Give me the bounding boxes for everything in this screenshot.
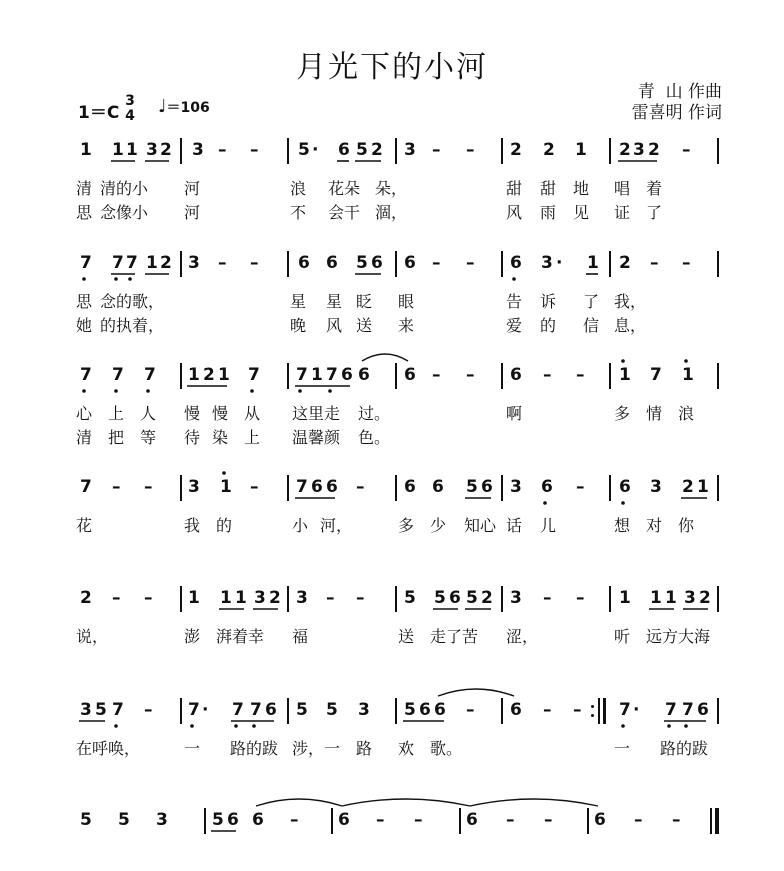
note: – [112, 588, 121, 608]
note: 3 [156, 810, 168, 830]
tie [342, 799, 470, 806]
note: 6 [449, 588, 461, 608]
note: 6 [481, 477, 493, 497]
low-octave-dot [667, 724, 671, 728]
lyric: 送 [398, 627, 415, 646]
note: 5 [466, 588, 478, 608]
lyric: 的 [540, 316, 557, 335]
note: – [218, 253, 227, 273]
song-title: 月光下的小河 [296, 50, 488, 85]
note: – [573, 700, 582, 720]
note: 6 [404, 477, 416, 497]
note: – [576, 477, 585, 497]
lyric: 清的小 [100, 179, 149, 198]
lyric: 路 [356, 739, 373, 758]
lyric: 路的跋 [660, 739, 709, 758]
note: 6 [510, 700, 522, 720]
lyric: 涩， [506, 627, 539, 646]
lyric: 浪 [678, 404, 695, 423]
low-octave-dot [82, 389, 86, 393]
lyric: 甜 [506, 179, 523, 198]
lyric: 等 [140, 428, 157, 447]
low-octave-dot [114, 389, 118, 393]
lyric: 多 [614, 404, 631, 423]
note: 2 [699, 588, 711, 608]
note: 1 [311, 365, 323, 385]
note: 6 [326, 477, 338, 497]
lyric: 色。 [358, 428, 391, 447]
note: 7 [80, 477, 92, 497]
note: 3 [541, 253, 553, 273]
lyric: 想 [614, 516, 631, 535]
note: 3 [650, 477, 662, 497]
note: – [376, 810, 385, 830]
lyric: 风 [326, 316, 343, 335]
note: 3 [80, 700, 92, 720]
note: 5 [212, 810, 224, 830]
note: 2 [160, 253, 172, 273]
note: 5 [118, 810, 130, 830]
note: – [466, 700, 475, 720]
note: 1 [188, 588, 200, 608]
note: – [144, 700, 153, 720]
note: – [543, 588, 552, 608]
low-octave-dot [512, 277, 516, 281]
note: 1 [665, 588, 677, 608]
note: 2 [269, 588, 281, 608]
note: – [466, 253, 475, 273]
note: · [202, 700, 209, 720]
tie [470, 799, 598, 806]
note: 7 [112, 700, 124, 720]
lyric: 听 [614, 627, 631, 646]
note: 1 [188, 365, 200, 385]
note: 6 [404, 253, 416, 273]
note: 1 [650, 588, 662, 608]
note: 1 [587, 253, 599, 273]
note: 7 [619, 700, 631, 720]
note: 6 [510, 365, 522, 385]
low-octave-dot [543, 501, 547, 505]
lyric: 眨 [356, 292, 373, 311]
tie [362, 354, 408, 361]
lyric: 河 [184, 203, 201, 222]
note: – [506, 810, 515, 830]
quarter-note-icon: ♩ [158, 96, 167, 117]
note: 2 [619, 140, 631, 160]
note: 5 [356, 253, 368, 273]
note: · [312, 140, 319, 160]
note: – [466, 365, 475, 385]
note: 5 [326, 700, 338, 720]
note: – [682, 253, 691, 273]
note: 1 [126, 140, 138, 160]
lyric: 这里走 [292, 404, 341, 423]
note: 7 [250, 700, 262, 720]
lyric: 地 [573, 179, 590, 198]
note: 1 [235, 588, 247, 608]
note: 3 [146, 140, 158, 160]
note: 7 [112, 253, 124, 273]
lyric: 少 [430, 516, 447, 535]
note: 6 [371, 253, 383, 273]
note: 5 [466, 477, 478, 497]
note: 7 [650, 365, 662, 385]
note: 6 [227, 810, 239, 830]
key-signature: 1＝C [78, 103, 120, 123]
tie [256, 799, 342, 806]
lyric: 一 [614, 739, 631, 758]
note: 1 [575, 140, 587, 160]
note: 7 [296, 477, 308, 497]
note: 2 [203, 365, 215, 385]
note: 2 [510, 140, 522, 160]
note: 5 [404, 700, 416, 720]
note: 7 [296, 365, 308, 385]
note: 1 [619, 588, 631, 608]
note: 6 [697, 700, 709, 720]
note: 6 [419, 700, 431, 720]
note: – [218, 140, 227, 160]
lyric: 爱 [506, 316, 523, 335]
low-octave-dot [114, 277, 118, 281]
lyric: 她 [76, 316, 93, 335]
lyric: 河 [184, 179, 201, 198]
lyric: 对 [646, 516, 663, 535]
note: 3 [510, 588, 522, 608]
tie [438, 689, 514, 696]
lyric: 知心 [464, 516, 497, 535]
note: 3 [684, 588, 696, 608]
note: 6 [358, 365, 370, 385]
note: 6 [338, 140, 350, 160]
lyric: 儿 [540, 516, 557, 535]
note: 1 [619, 365, 631, 385]
lyric: 温馨颜 [292, 428, 341, 447]
note: 6 [298, 253, 310, 273]
lyric: 歌。 [430, 739, 463, 758]
lyric: 清 [76, 179, 93, 198]
low-octave-dot [114, 724, 118, 728]
note: 6 [338, 810, 350, 830]
note: – [432, 365, 441, 385]
high-octave-dot [621, 359, 625, 363]
lyric: 告 [506, 292, 523, 311]
note: 6 [510, 253, 522, 273]
note: 7 [682, 700, 694, 720]
note: 2 [80, 588, 92, 608]
lyric: 唱 [614, 179, 631, 198]
note: – [576, 365, 585, 385]
note: 6 [466, 810, 478, 830]
note: – [576, 588, 585, 608]
lyric: 思 [76, 292, 93, 311]
note: 6 [619, 477, 631, 497]
note: 5 [356, 140, 368, 160]
lyric: 涉， [292, 739, 325, 758]
lyric: 诉 [540, 292, 557, 311]
note: 1 [220, 588, 232, 608]
lyric: 河， [320, 516, 353, 535]
note: 5 [298, 140, 310, 160]
note: 1 [80, 140, 92, 160]
note: 6 [432, 477, 444, 497]
lyric: 澎 [184, 627, 201, 646]
lyric: 朵， [375, 179, 408, 198]
lyric: 浪 [290, 179, 307, 198]
lyric: 从 [244, 404, 261, 423]
note: 3 [404, 140, 416, 160]
note: 6 [265, 700, 277, 720]
note: 5 [296, 700, 308, 720]
low-octave-dot [250, 389, 254, 393]
lyric: 说， [76, 627, 109, 646]
note: 5 [95, 700, 107, 720]
lyric: 远方大海 [646, 627, 711, 646]
note: 3 [358, 700, 370, 720]
note: 3 [296, 588, 308, 608]
note: · [556, 253, 563, 273]
note: 2 [481, 588, 493, 608]
lyric: 上 [108, 404, 125, 423]
note: – [144, 588, 153, 608]
note: 3 [510, 477, 522, 497]
note: 2 [543, 140, 555, 160]
note: – [414, 810, 423, 830]
note: 1 [218, 365, 230, 385]
lyric: 送 [356, 316, 373, 335]
lyricist-credit: 雷喜明 作词 [631, 103, 722, 123]
low-octave-dot [298, 389, 302, 393]
note: 1 [697, 477, 709, 497]
note: 3 [188, 253, 200, 273]
note: – [112, 477, 121, 497]
note: 7 [188, 700, 200, 720]
low-octave-dot [252, 724, 256, 728]
note: 7 [126, 253, 138, 273]
note: 1 [146, 253, 158, 273]
low-octave-dot [621, 501, 625, 505]
lyric: 星 [326, 292, 343, 311]
note: · [633, 700, 640, 720]
note: 6 [541, 477, 553, 497]
note: 5 [404, 588, 416, 608]
lyric: 走了苦 [430, 627, 479, 646]
tempo-value: ＝106 [166, 100, 210, 116]
high-octave-dot [222, 471, 226, 475]
lyric: 涸， [375, 203, 408, 222]
note: – [250, 253, 259, 273]
note: 7 [80, 365, 92, 385]
lyric: 证 [614, 203, 631, 222]
lyric: 我， [614, 292, 647, 311]
lyric: 甜 [540, 179, 557, 198]
low-octave-dot [684, 724, 688, 728]
note: – [650, 253, 659, 273]
lyric: 着 [646, 179, 663, 198]
note: 6 [404, 365, 416, 385]
lyric: 我 [184, 516, 201, 535]
note: – [432, 253, 441, 273]
lyric: 待 [184, 428, 201, 447]
note: 2 [648, 140, 660, 160]
note: – [144, 477, 153, 497]
note: 2 [682, 477, 694, 497]
low-octave-dot [128, 277, 132, 281]
note: – [634, 810, 643, 830]
note: – [432, 140, 441, 160]
note: 1 [220, 477, 232, 497]
note: – [682, 140, 691, 160]
lyric: 湃着幸 [216, 627, 265, 646]
note: 6 [326, 253, 338, 273]
lyric: 雨 [540, 203, 557, 222]
lyric: 星 [290, 292, 307, 311]
note: 6 [434, 700, 446, 720]
note: 7 [80, 253, 92, 273]
note: – [356, 588, 365, 608]
lyric: 染 [212, 428, 229, 447]
lyric: 会干 [328, 203, 361, 222]
lyric: 念的歌， [100, 292, 165, 311]
note: 7 [326, 365, 338, 385]
note: – [356, 477, 365, 497]
lyric: 风 [506, 203, 523, 222]
lyric: 路的跋 [230, 739, 279, 758]
lyric: 小 [292, 516, 309, 535]
note: – [326, 588, 335, 608]
low-octave-dot [328, 389, 332, 393]
note: 7 [665, 700, 677, 720]
lyric: 来 [398, 316, 415, 335]
note: 1 [682, 365, 694, 385]
lyric: 福 [292, 627, 309, 646]
lyric: 你 [678, 516, 695, 535]
lyric: 信 [583, 316, 600, 335]
note: 6 [341, 365, 353, 385]
note: – [466, 140, 475, 160]
note: – [290, 810, 299, 830]
lyric: 一 [324, 739, 341, 758]
lyric: 话 [506, 516, 523, 535]
low-octave-dot [82, 277, 86, 281]
note: 6 [252, 810, 264, 830]
lyric: 念像小 [100, 203, 149, 222]
note: 5 [434, 588, 446, 608]
lyric: 在呼唤， [76, 739, 141, 758]
lyric: 清 [76, 428, 93, 447]
low-octave-dot [621, 724, 625, 728]
time-signature-top: 3 [125, 93, 135, 109]
note: – [543, 365, 552, 385]
note: 7 [248, 365, 260, 385]
note: 7 [232, 700, 244, 720]
note: – [250, 477, 259, 497]
lyric: 心 [76, 404, 93, 423]
composer-credit: 青 山 作曲 [637, 82, 722, 102]
lyric: 欢 [398, 739, 415, 758]
lyric: 多 [398, 516, 415, 535]
note: – [672, 810, 681, 830]
note: 3 [254, 588, 266, 608]
lyric: 花 [76, 516, 93, 535]
note: 3 [192, 140, 204, 160]
lyric: 的 [216, 516, 233, 535]
lyric: 见 [573, 203, 590, 222]
low-octave-dot [190, 724, 194, 728]
lyric: 眼 [398, 292, 415, 311]
lyric: 了 [646, 203, 663, 222]
note: 7 [144, 365, 156, 385]
lyric: 花朵 [328, 179, 361, 198]
high-octave-dot [684, 359, 688, 363]
low-octave-dot [146, 389, 150, 393]
lyric: 啊 [506, 404, 523, 423]
lyric: 息， [614, 316, 647, 335]
lyric: 慢 [212, 404, 229, 423]
lyric: 晚 [290, 316, 307, 335]
lyric: 过。 [358, 404, 391, 423]
lyric: 把 [108, 428, 125, 447]
note: 3 [633, 140, 645, 160]
note: – [250, 140, 259, 160]
lyric: 了 [583, 292, 600, 311]
note: 6 [311, 477, 323, 497]
lyric: 情 [646, 404, 663, 423]
note: 1 [112, 140, 124, 160]
time-signature-bottom: 4 [125, 108, 135, 124]
lyric: 慢 [184, 404, 201, 423]
low-octave-dot [234, 724, 238, 728]
note: – [543, 700, 552, 720]
lyric: 人 [140, 404, 157, 423]
note: 2 [371, 140, 383, 160]
lyric: 的执着， [100, 316, 165, 335]
note: 2 [160, 140, 172, 160]
note: 7 [112, 365, 124, 385]
note: 5 [80, 810, 92, 830]
lyric: 思 [76, 203, 93, 222]
note: – [544, 810, 553, 830]
lyric: 上 [244, 428, 261, 447]
lyric: 一 [184, 739, 201, 758]
note: 2 [619, 253, 631, 273]
lyric: 不 [290, 203, 307, 222]
note: 3 [188, 477, 200, 497]
note: 6 [594, 810, 606, 830]
